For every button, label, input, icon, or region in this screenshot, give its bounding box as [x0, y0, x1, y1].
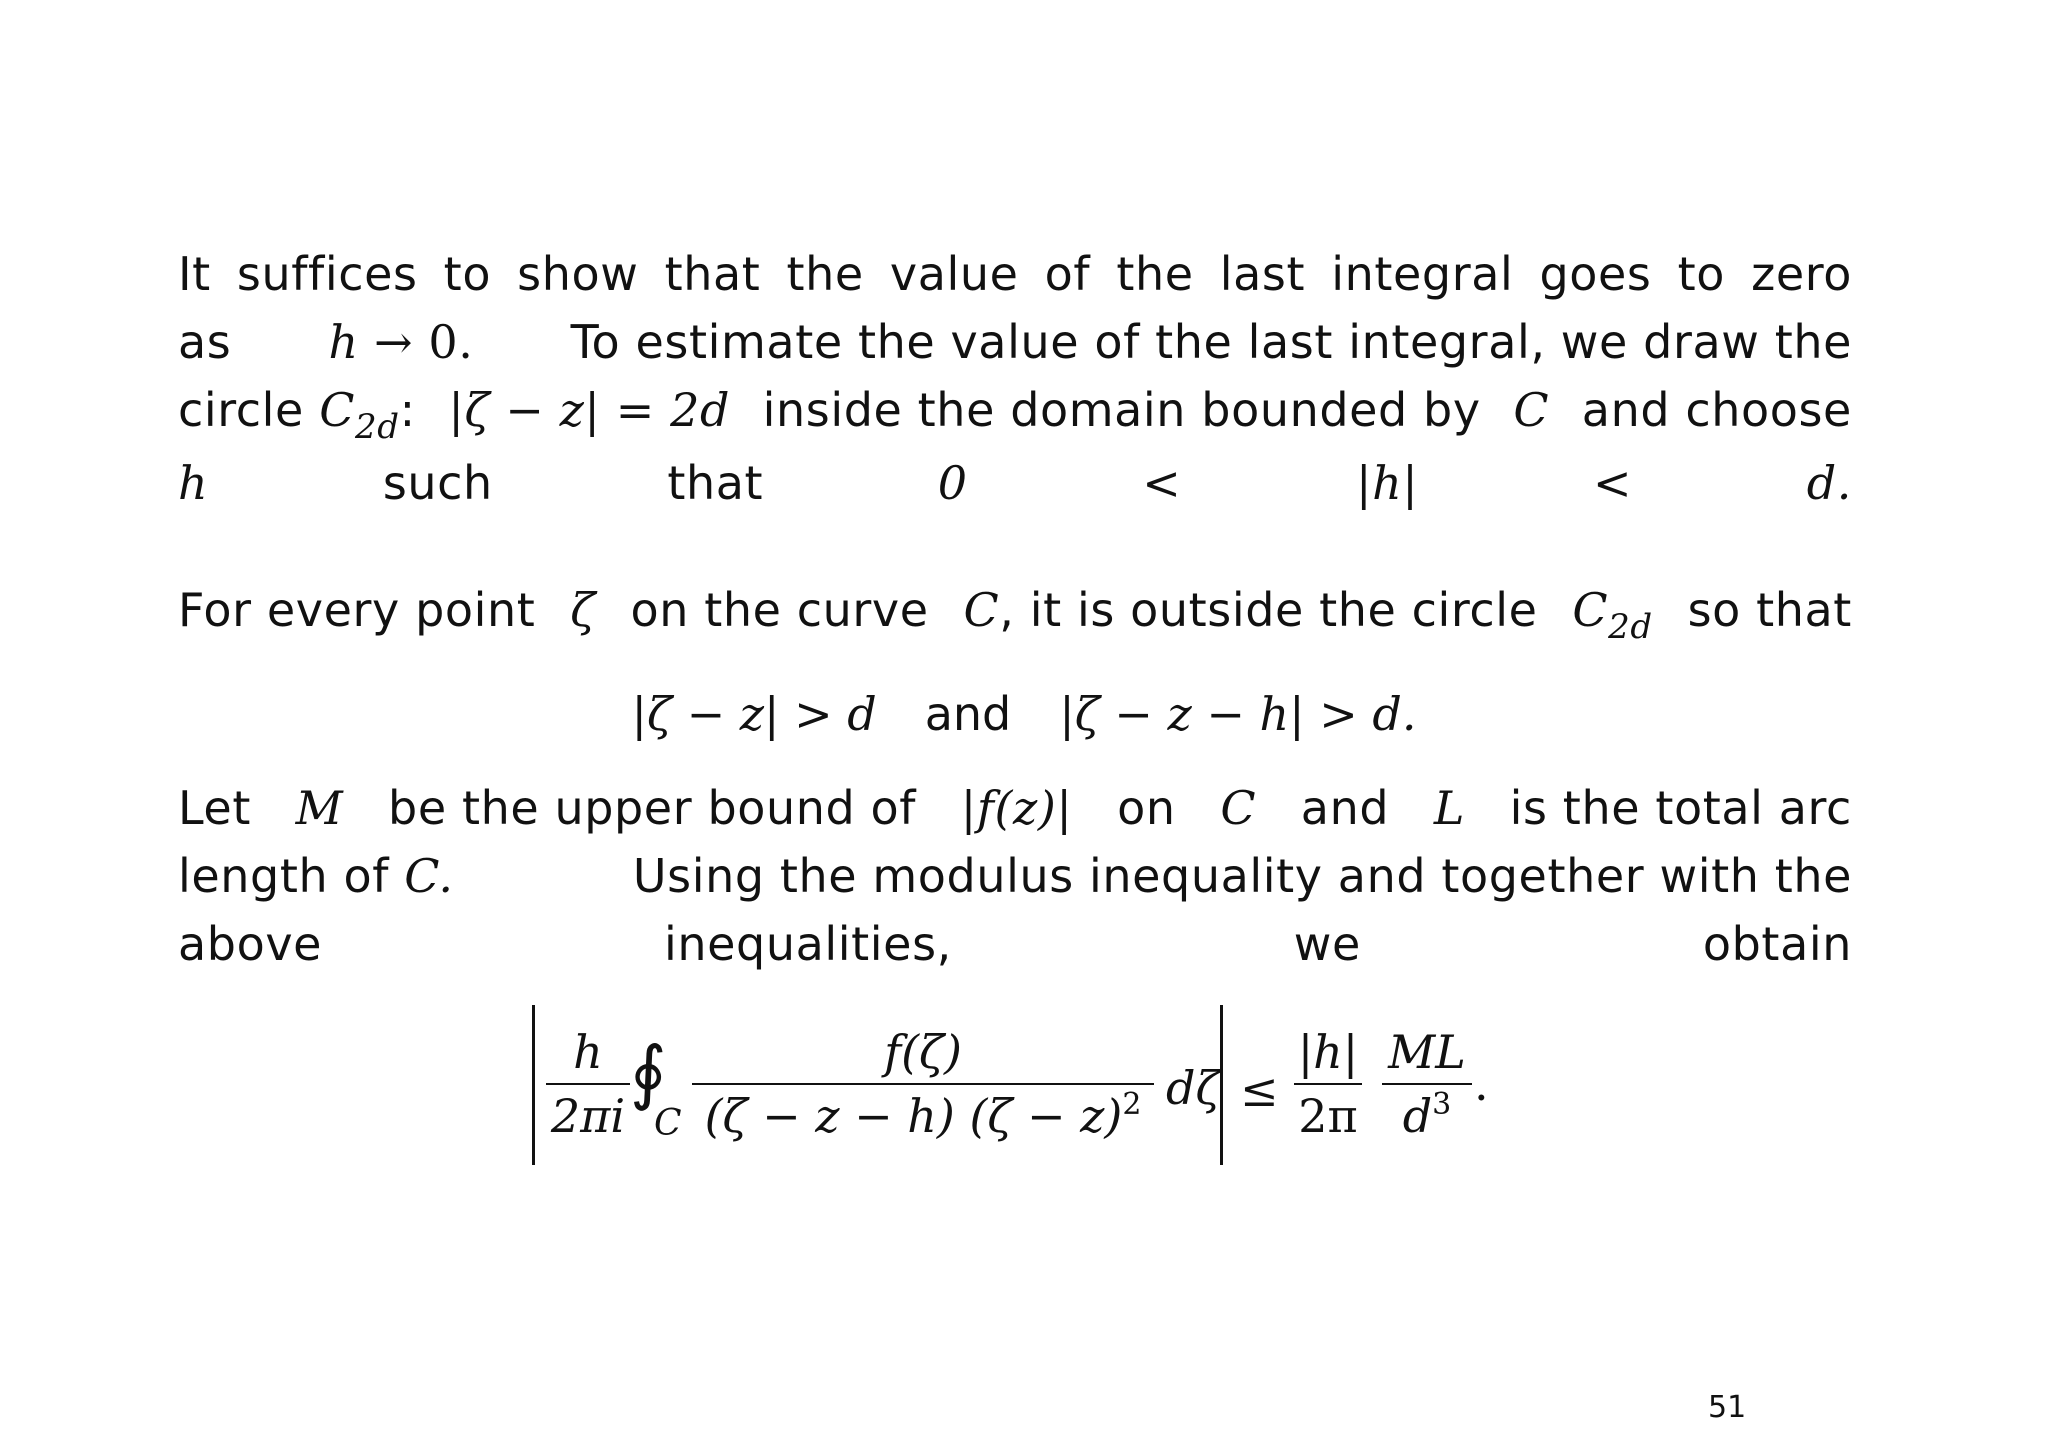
frac-absh-num: |h|: [1297, 1025, 1359, 1079]
contour-integral-sign: ∮: [630, 1031, 667, 1113]
differential-dzeta: dζ: [1166, 1061, 1221, 1115]
frac-ML-over-d3: [1382, 1025, 1472, 1143]
p2-C-group: [963, 576, 1537, 649]
abs-bar-left: [532, 1005, 535, 1165]
math-C-6: C.: [404, 849, 454, 903]
p1-choose-text: and choose: [1581, 383, 1852, 437]
frac-d3-sup: 3: [1432, 1087, 1452, 1122]
frac-absh-over-2pi: [1294, 1025, 1362, 1143]
math-sub-2d-2: 2d: [1608, 607, 1653, 647]
ineq-left: |ζ − z| > d: [631, 687, 877, 741]
ineq-right: |ζ − z − h| > d.: [1059, 687, 1417, 741]
math-C-5: C: [1220, 781, 1257, 835]
p3-and: and: [1300, 781, 1390, 835]
math-h: h: [328, 315, 359, 369]
math-C-2: C: [1513, 383, 1550, 437]
p1-circle-group: [178, 376, 416, 449]
p1-circle-word: circle: [178, 383, 304, 437]
inequality-display: [0, 680, 2048, 748]
integral-estimate-display: [526, 1005, 1526, 1165]
p2-line-1: [178, 576, 1852, 649]
p2-C2d-group: [1572, 576, 1652, 649]
frac-h-num: h: [573, 1025, 603, 1079]
p1-line-4: [178, 449, 1852, 517]
math-abs-fz: |f(z)|: [960, 781, 1073, 835]
paragraph-2: [178, 576, 1852, 649]
leq-sign: ≤: [1240, 1063, 1279, 1117]
p3-let: Let: [178, 781, 251, 835]
p1-h-arrow: [329, 308, 474, 376]
p2-text-a: For every point: [178, 583, 536, 637]
p3-length-group: [178, 842, 454, 910]
p2-text-d: so that: [1687, 583, 1852, 637]
math-C: C: [319, 383, 355, 437]
ineq-and: and: [924, 687, 1012, 741]
math-C-3: C: [963, 583, 1000, 637]
p1-inside-text: inside the domain bounded by: [762, 383, 1481, 437]
p1-such-that: such that: [382, 456, 764, 510]
p3-length-of: length of: [178, 849, 389, 903]
p1-line-3: [178, 376, 1852, 449]
p1-colon: :: [399, 383, 416, 437]
frac-h-den: 2πi: [550, 1089, 626, 1143]
frac-h-over-2pii: [546, 1025, 630, 1143]
p3-line-1: [178, 774, 1852, 842]
contour-integral-sub: C: [654, 1103, 682, 1144]
frac-f-den: [692, 1089, 1154, 1143]
math-M: M: [295, 781, 344, 835]
page-number: 51: [1708, 1390, 1747, 1425]
p1-estimate-text: To estimate the value of the last integral, we draw the: [570, 315, 1852, 369]
p1-line-1: It suffices to show that the value of the last integral goes to zero: [178, 247, 1852, 301]
frac-d-text: d: [1402, 1089, 1433, 1143]
p1-as: as: [178, 315, 232, 369]
p3-on: on: [1117, 781, 1176, 835]
p2-text-b: on the curve: [630, 583, 929, 637]
math-zeta: ζ: [570, 583, 596, 637]
frac-f-den-text: (ζ − z − h) (ζ − z): [704, 1089, 1123, 1143]
abs-bar-right: [1220, 1005, 1223, 1165]
frac-f-num: f(ζ): [884, 1025, 962, 1079]
frac-2pi-den: 2π: [1298, 1089, 1358, 1143]
p3-arc-text: is the total arc: [1509, 781, 1852, 835]
math-h-2: h: [178, 456, 209, 510]
math-h-bound: 0 < |h| < d.: [937, 456, 1852, 510]
p3-line-3: above inequalities, we obtain: [178, 917, 1852, 971]
math-circle-equation: |ζ − z| = 2d: [448, 383, 731, 437]
frac-ML-num: ML: [1388, 1025, 1466, 1079]
math-sub-2d: 2d: [354, 407, 400, 447]
frac-f-over-denominator: [692, 1025, 1154, 1143]
p2-text-c: , it is outside the circle: [999, 583, 1538, 637]
math-L: L: [1433, 781, 1465, 835]
p3-modulus-text: Using the modulus inequality and together with the: [632, 849, 1852, 903]
p3-upper-bound-text: be the upper bound of: [388, 781, 917, 835]
frac-d3-den: [1382, 1089, 1472, 1143]
paragraph-3: [178, 774, 1852, 978]
math-C-4: C: [1572, 583, 1609, 637]
p1-line-2: [178, 308, 1852, 376]
equation-period: .: [1474, 1057, 1489, 1111]
math-arrow-zero: → 0.: [374, 315, 474, 369]
p3-line-2: [178, 842, 1852, 910]
frac-f-den-sup: 2: [1122, 1087, 1142, 1122]
paragraph-1: [178, 240, 1852, 517]
